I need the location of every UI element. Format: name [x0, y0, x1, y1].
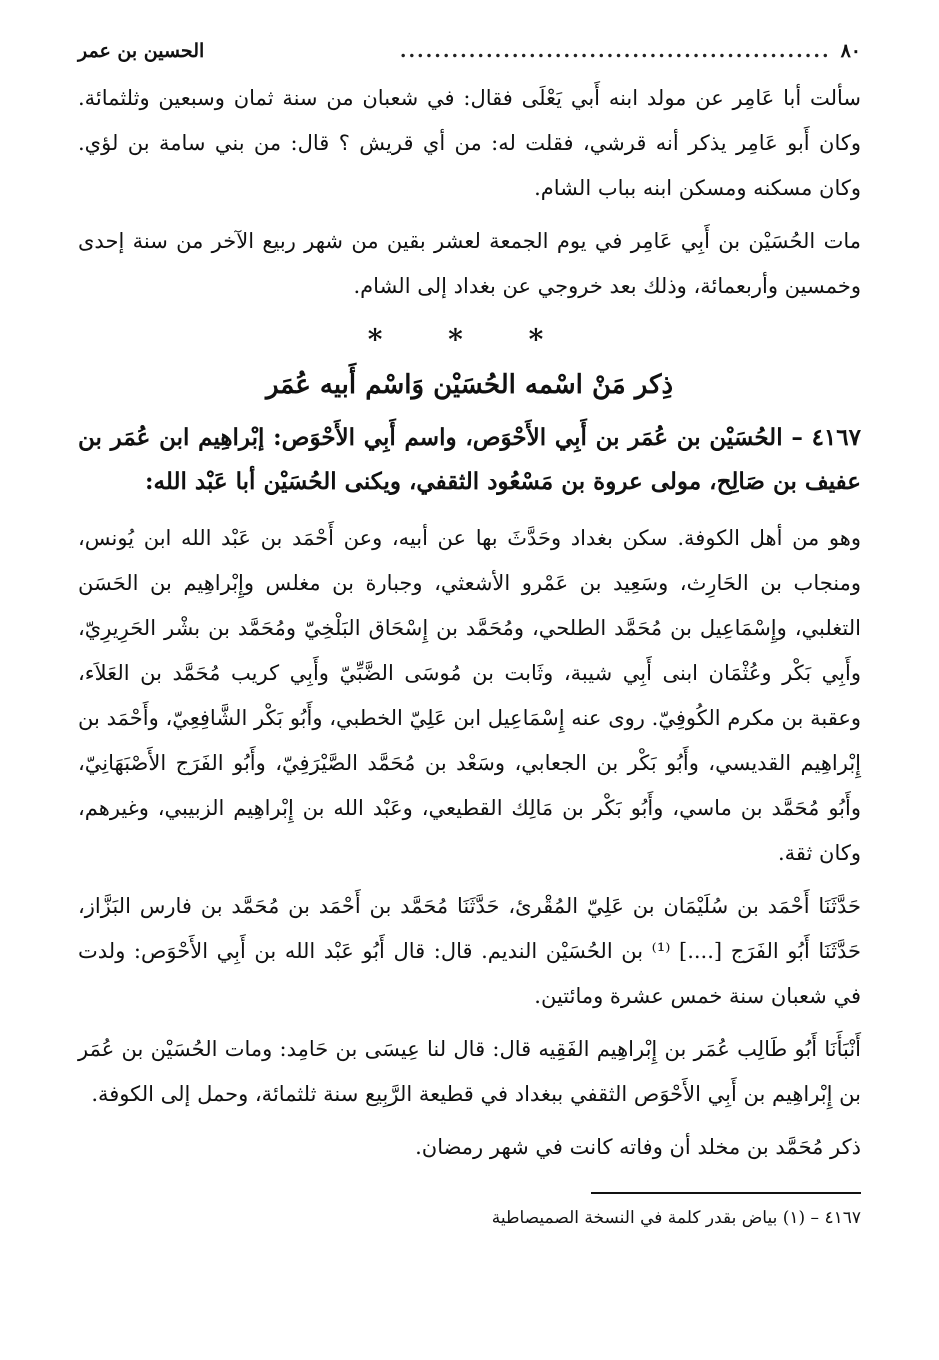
header-dot-leader: .................................................. [399, 40, 831, 62]
paragraph-1: سألت أبا عَامِر عن مولد ابنه أَبي يَعْلَى فقال: في شعبان من سنة ثمان وسبعين وثلثمائة. وكان أَبو عَامِر يذكر أنه قرشي، فقلت له: من أي قريش ؟ قال: من بني سامة بن لؤي. وكان مسكنه ومسكن ابنه بباب الشام. [78, 86, 861, 200]
paragraph-3: وهو من أهل الكوفة. سكن بغداد وحَدَّثَ بها عن أبيه، وعن أَحْمَد بن عَبْد الله ابن يُونس، ومنجاب بن الحَارِث، وسَعِيد بن عَمْرو الأشعثي، وجبارة بن مغلس وإِبْراهِيم بن الحَسَن التغلبي، وإِسْمَاعِيل بن مُحَمَّد الطلحي، ومُحَمَّد بن إِسْحَاق البَلْخِيّ ومُحَمَّد بن بشْر الحَرِيرِيّ، وأَبِي بَكْر وعُثْمَان ابنى أَبِي شيبة، وثَابت بن مُوسَى الضَّبِّيّ وأَبِي كريب مُحَمَّد بن العَلاَء، وعقبة بن مكرم الكُوفِيّ. روى عنه إِسْمَاعِيل ابن عَلِيّ الخطبي، وأَبُو بَكْر الشَّافِعِيّ، وأَحْمَد بن إِبْراهِيم القديسي، وأَبُو بَكْر بن الجعابي، وسَعْد بن مُحَمَّد الصَّيْرَفِيّ، وأَبُو الفَرَج الأَصْبَهَانِيّ، وأَبُو مُحَمَّد بن ماسي، وأَبُو بَكْر بن مَالِك القطيعي، وعَبْد الله بن إِبْراهِيم الزبيبي، وغيرهم، وكان ثقة. [78, 526, 861, 865]
section-separator: * * * [367, 323, 572, 356]
entry-heading: ٤١٦٧ – الحُسَيْن بن عُمَر بن أَبِي الأَحْوَص، واسم أَبِي الأَحْوَص: إبْراهِيم ابن عُمَر بن عفيف بن صَالِح، مولى عروة بن مَسْعُود الثقفي، ويكنى الحُسَيْن أبا عَبْد الله: [78, 424, 861, 495]
page-number: ٨٠ [840, 40, 861, 62]
paragraph-2: مات الحُسَيْن بن أَبِي عَامِر في يوم الجمعة لعشر بقين من شهر ربيع الآخر من سنة إحدى وخمسين وأربعمائة، وذلك بعد خروجي عن بغداد إلى الشام. [78, 229, 861, 298]
footnote-divider [591, 1192, 861, 1194]
footnote: ٤١٦٧ – (١) بياض بقدر كلمة في النسخة الصميصاطية [491, 1208, 861, 1228]
paragraph-4: حَدَّثَنَا أَحْمَد بن سُلَيْمَان بن عَلِيّ المُقْرئ، حَدَّثَنَا مُحَمَّد بن أَحْمَد بن مُحَمَّد بن فارس البَزَّاز، حَدَّثَنَا أَبُو الفَرَج [....] ⁽¹⁾ بن الحُسَيْن النديم. قال: قال أَبُو عَبْد الله بن أَبِي الأَحْوَص: ولدت في شعبان سنة خمس عشرة ومائتين. [78, 894, 861, 1008]
page-header [78, 40, 861, 76]
paragraph-6: ذكر مُحَمَّد بن مخلد أن وفاته كانت في شهر رمضان. [415, 1135, 861, 1159]
section-heading: ذِكر مَنْ اسْمه الحُسَيْن وَاسْم أَبيه عُمَر [265, 370, 674, 400]
paragraph-5: أَنْبَأَنَا أَبُو طَالِب عُمَر بن إِبْراهِيم الفَقِيه قال: قال لنا عِيسَى بن حَامِد: ومات الحُسَيْن بن عُمَر بن إِبْراهِيم بن أَبِي الأَحْوَص الثقفي ببغداد في قطيعة الرَّبِيع سنة ثلثمائة، وحمل إلى الكوفة. [78, 1037, 861, 1106]
running-title: الحسين بن عمر [78, 40, 205, 62]
